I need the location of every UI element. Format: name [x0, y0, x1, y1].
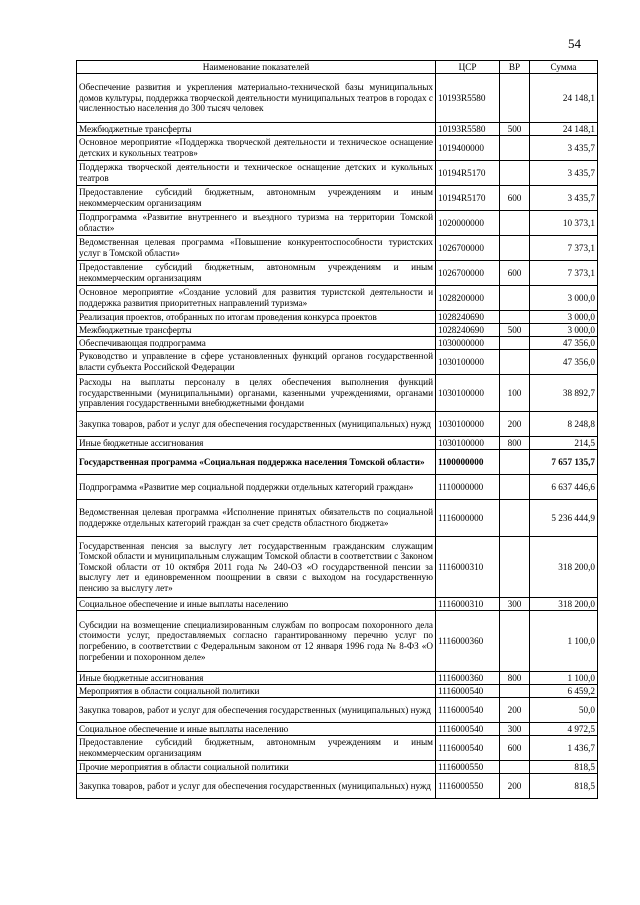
cell-name: Закупка товаров, работ и услуг для обеспечения государственных (муниципальных) нужд — [77, 774, 436, 799]
cell-vr — [500, 685, 530, 698]
cell-vr — [500, 236, 530, 261]
table-row — [77, 324, 598, 337]
cell-sum: 7 657 135,7 — [530, 450, 598, 475]
cell-sum: 214,5 — [530, 437, 598, 450]
table-row — [77, 437, 598, 450]
cell-vr: 600 — [500, 186, 530, 211]
cell-csr: 1116000310 — [436, 537, 500, 598]
cell-vr: 500 — [500, 123, 530, 136]
cell-vr — [500, 74, 530, 123]
cell-csr: 1030000000 — [436, 337, 500, 350]
cell-sum: 3 000,0 — [530, 286, 598, 311]
cell-vr — [500, 161, 530, 186]
cell-sum: 3 000,0 — [530, 311, 598, 324]
cell-sum: 818,5 — [530, 761, 598, 774]
cell-sum: 47 356,0 — [530, 337, 598, 350]
table-row — [77, 698, 598, 723]
table-row — [77, 685, 598, 698]
cell-name: Закупка товаров, работ и услуг для обеспечения государственных (муниципальных) нужд — [77, 412, 436, 437]
table-row — [77, 337, 598, 350]
table-row — [77, 723, 598, 736]
cell-csr: 1100000000 — [436, 450, 500, 475]
cell-csr: 1116000000 — [436, 500, 500, 537]
table-row — [77, 761, 598, 774]
cell-vr — [500, 500, 530, 537]
cell-vr: 600 — [500, 736, 530, 761]
table-row — [77, 598, 598, 611]
cell-name: Обеспечение развития и укрепления материально-технической базы муниципальных домов культуры, поддержка творческой деятельности муниципальных театров в городах с численностью населения до 300 тысяч человек — [77, 74, 436, 123]
cell-sum: 3 435,7 — [530, 186, 598, 211]
cell-vr: 500 — [500, 324, 530, 337]
header-name: Наименование показателей — [77, 61, 436, 74]
table-row — [77, 736, 598, 761]
cell-csr: 1116000540 — [436, 736, 500, 761]
cell-csr: 1030100000 — [436, 412, 500, 437]
cell-vr: 800 — [500, 672, 530, 685]
cell-vr — [500, 450, 530, 475]
cell-csr: 1030100000 — [436, 375, 500, 412]
cell-sum: 318 200,0 — [530, 537, 598, 598]
cell-vr — [500, 337, 530, 350]
cell-name: Социальное обеспечение и иные выплаты населению — [77, 723, 436, 736]
cell-csr: 1116000550 — [436, 774, 500, 799]
cell-sum: 24 148,1 — [530, 74, 598, 123]
cell-name: Подпрограмма «Развитие внутреннего и въездного туризма на территории Томской области» — [77, 211, 436, 236]
table-body — [77, 74, 598, 799]
cell-csr: 1030100000 — [436, 437, 500, 450]
cell-vr — [500, 475, 530, 500]
cell-name: Государственная пенсия за выслугу лет государственным гражданским служащим Томской области и муниципальным служащим Томской области в соответствии с Законом Томской области от 10 октября 2011 года № 240-ОЗ «О государственной пенсии за выслугу лет и единовременном поощрении в связи с выходом на государственную пенсию за выслугу лет» — [77, 537, 436, 598]
cell-sum: 1 100,0 — [530, 672, 598, 685]
cell-vr — [500, 286, 530, 311]
table-row — [77, 537, 598, 598]
table-row — [77, 211, 598, 236]
budget-table — [76, 60, 598, 799]
table-row — [77, 350, 598, 375]
cell-sum: 7 373,1 — [530, 236, 598, 261]
cell-csr: 1116000540 — [436, 723, 500, 736]
cell-name: Предоставление субсидий бюджетным, автономным учреждениям и иным некоммерческим организациям — [77, 736, 436, 761]
header-vr: ВР — [500, 61, 530, 74]
cell-name: Основное мероприятие «Создание условий для развития туристской деятельности и поддержка развития приоритетных направлений туризма» — [77, 286, 436, 311]
header-sum: Сумма — [530, 61, 598, 74]
cell-sum: 10 373,1 — [530, 211, 598, 236]
cell-csr: 10194R5170 — [436, 161, 500, 186]
table-row — [77, 412, 598, 437]
cell-name: Обеспечивающая подпрограмма — [77, 337, 436, 350]
cell-sum: 7 373,1 — [530, 261, 598, 286]
cell-sum: 1 436,7 — [530, 736, 598, 761]
table-row — [77, 475, 598, 500]
cell-name: Руководство и управление в сфере установленных функций органов государственной власти субъекта Российской Федерации — [77, 350, 436, 375]
cell-sum: 3 435,7 — [530, 136, 598, 161]
cell-vr: 200 — [500, 774, 530, 799]
cell-name: Субсидии на возмещение специализированным службам по вопросам похоронного дела стоимости услуг, предоставляемых согласно гарантированному перечню услуг по погребению, в соответствии с Федеральным законом от 12 января 1996 года № 8-ФЗ «О погребении и похоронном деле» — [77, 611, 436, 672]
cell-csr: 1028200000 — [436, 286, 500, 311]
cell-name: Прочие мероприятия в области социальной политики — [77, 761, 436, 774]
cell-name: Поддержка творческой деятельности и техническое оснащение детских и кукольных театров — [77, 161, 436, 186]
cell-name: Иные бюджетные ассигнования — [77, 437, 436, 450]
cell-vr: 300 — [500, 723, 530, 736]
cell-sum: 8 248,8 — [530, 412, 598, 437]
cell-csr: 1028240690 — [436, 324, 500, 337]
cell-sum: 818,5 — [530, 774, 598, 799]
cell-name: Ведомственная целевая программа «Повышение конкурентоспособности туристских услуг в Томской области» — [77, 236, 436, 261]
cell-csr: 1116000360 — [436, 672, 500, 685]
cell-csr: 10194R5170 — [436, 186, 500, 211]
table-row — [77, 161, 598, 186]
cell-csr: 1026700000 — [436, 261, 500, 286]
cell-csr: 1116000310 — [436, 598, 500, 611]
cell-csr: 1030100000 — [436, 350, 500, 375]
header-csr: ЦСР — [436, 61, 500, 74]
cell-name: Иные бюджетные ассигнования — [77, 672, 436, 685]
cell-name: Ведомственная целевая программа «Исполнение принятых обязательств по социальной поддержке отдельных категорий граждан за счет средств областного бюджета» — [77, 500, 436, 537]
table-row — [77, 672, 598, 685]
cell-vr — [500, 211, 530, 236]
cell-csr: 1116000550 — [436, 761, 500, 774]
table-row — [77, 375, 598, 412]
table-row — [77, 286, 598, 311]
table-row — [77, 236, 598, 261]
cell-csr: 10193R5580 — [436, 123, 500, 136]
cell-name: Предоставление субсидий бюджетным, автономным учреждениям и иным некоммерческим организациям — [77, 186, 436, 211]
cell-vr: 600 — [500, 261, 530, 286]
cell-sum: 38 892,7 — [530, 375, 598, 412]
table-row — [77, 500, 598, 537]
cell-csr: 1026700000 — [436, 236, 500, 261]
table-header-row — [77, 61, 598, 74]
cell-name: Подпрограмма «Развитие мер социальной поддержки отдельных категорий граждан» — [77, 475, 436, 500]
table-row — [77, 123, 598, 136]
cell-csr: 1028240690 — [436, 311, 500, 324]
cell-vr — [500, 136, 530, 161]
table-row — [77, 774, 598, 799]
cell-csr: 10193R5580 — [436, 74, 500, 123]
cell-csr: 1116000540 — [436, 698, 500, 723]
cell-name: Государственная программа «Социальная поддержка населения Томской области» — [77, 450, 436, 475]
cell-name: Предоставление субсидий бюджетным, автономным учреждениям и иным некоммерческим организациям — [77, 261, 436, 286]
table-row — [77, 186, 598, 211]
cell-name: Расходы на выплаты персоналу в целях обеспечения выполнения функций государственными (муниципальными) органами, казенными учреждениями, органами управления государственными внебюджетными фондами — [77, 375, 436, 412]
cell-vr: 200 — [500, 698, 530, 723]
cell-name: Межбюджетные трансферты — [77, 123, 436, 136]
cell-vr — [500, 761, 530, 774]
table-row — [77, 261, 598, 286]
cell-name: Реализация проектов, отобранных по итогам проведения конкурса проектов — [77, 311, 436, 324]
cell-sum: 6 637 446,6 — [530, 475, 598, 500]
cell-sum: 24 148,1 — [530, 123, 598, 136]
page-number: 54 — [568, 36, 581, 51]
table-row — [77, 311, 598, 324]
cell-sum: 3 435,7 — [530, 161, 598, 186]
cell-vr: 300 — [500, 598, 530, 611]
cell-sum: 6 459,2 — [530, 685, 598, 698]
cell-name: Мероприятия в области социальной политики — [77, 685, 436, 698]
cell-csr: 1020000000 — [436, 211, 500, 236]
cell-name: Основное мероприятие «Поддержка творческой деятельности и техническое оснащение детских и кукольных театров» — [77, 136, 436, 161]
cell-csr: 1110000000 — [436, 475, 500, 500]
cell-sum: 47 356,0 — [530, 350, 598, 375]
cell-name: Межбюджетные трансферты — [77, 324, 436, 337]
cell-sum: 4 972,5 — [530, 723, 598, 736]
table-row — [77, 450, 598, 475]
cell-csr: 1019400000 — [436, 136, 500, 161]
cell-csr: 1116000360 — [436, 611, 500, 672]
cell-vr — [500, 537, 530, 598]
cell-vr — [500, 350, 530, 375]
cell-name: Социальное обеспечение и иные выплаты населению — [77, 598, 436, 611]
cell-vr — [500, 611, 530, 672]
cell-name: Закупка товаров, работ и услуг для обеспечения государственных (муниципальных) нужд — [77, 698, 436, 723]
cell-vr — [500, 311, 530, 324]
cell-vr: 200 — [500, 412, 530, 437]
cell-sum: 1 100,0 — [530, 611, 598, 672]
table-row — [77, 136, 598, 161]
cell-sum: 318 200,0 — [530, 598, 598, 611]
cell-sum: 5 236 444,9 — [530, 500, 598, 537]
cell-sum: 50,0 — [530, 698, 598, 723]
cell-vr: 800 — [500, 437, 530, 450]
cell-sum: 3 000,0 — [530, 324, 598, 337]
table-row — [77, 611, 598, 672]
cell-vr: 100 — [500, 375, 530, 412]
cell-csr: 1116000540 — [436, 685, 500, 698]
table-row — [77, 74, 598, 123]
